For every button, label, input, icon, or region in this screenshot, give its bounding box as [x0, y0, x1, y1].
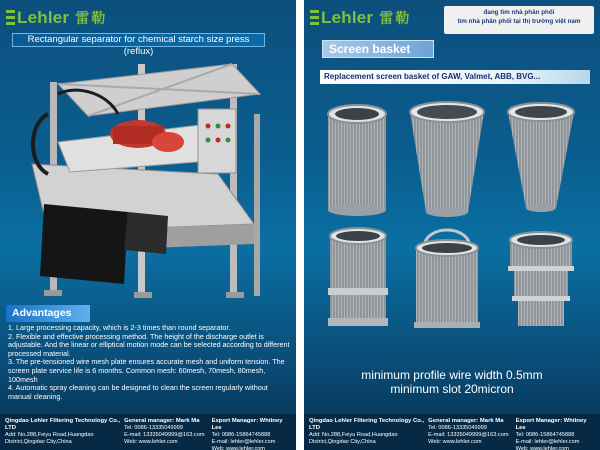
- advantage-item: 3. The pre-tensioned wire mesh plate ensures accurate mesh and uniform tension. The screen plate service life is 6 months. Common mesh: 60mesh, 70mesh, 80mesh, 100mesh: [8, 357, 285, 384]
- company-name: Qingdao Lehler Filtering Technology Co., LTD: [5, 418, 121, 431]
- advantage-item: 2. Flexible and effective processing method. The height of the discharge outlet is adjustable. And the linear or elliptical motion mode can be selected according to different processed material.: [8, 331, 290, 358]
- company-info: [5, 418, 124, 450]
- general-manager-info: [124, 418, 211, 450]
- product-title: Rectangular separator for chemical starch size press (reflux): [12, 33, 265, 47]
- right-brochure-page: [304, 0, 600, 450]
- em-tel: Tel: 0086-15864745888: [515, 432, 575, 438]
- separator-machine-image: [18, 54, 280, 302]
- em-title: Export Manager: Whitney Lee: [211, 418, 283, 431]
- em-web: Web: www.lehler.com: [211, 446, 265, 450]
- gm-tel: Tel: 0086-13335049999: [124, 425, 183, 431]
- logo-chinese-text: 雷勒: [379, 11, 412, 27]
- banner-line-1: đang tìm nhà phân phối: [483, 9, 555, 16]
- em-email: E-mail: lehler@lehler.com: [515, 439, 580, 445]
- screen-basket-4: [328, 228, 388, 326]
- screen-basket-2: [410, 102, 484, 217]
- screen-basket-title: Screen basket: [322, 40, 434, 58]
- advantages-list: [8, 324, 290, 401]
- company-address: Add: No.288,Feiyu Road,Huangdao District,Qingdao City,China: [5, 432, 94, 445]
- logo-mark-icon: [310, 8, 319, 28]
- gm-tel: Tel: 0086-13335049999: [428, 425, 487, 431]
- em-tel: Tel: 0086-15864745888: [211, 432, 271, 438]
- left-footer: [0, 414, 296, 450]
- banner-line-2: tìm nhà phân phối tại thị trường việt nam: [457, 18, 581, 25]
- screen-basket-1: [328, 105, 386, 216]
- logo-brand-text: Lehler: [17, 8, 70, 27]
- gm-title: General manager: Mark Ma: [124, 418, 200, 424]
- general-manager-info: [428, 418, 515, 450]
- logo-brand-text: Lehler: [321, 8, 374, 27]
- distributor-banner: [444, 6, 594, 34]
- gm-title: General manager: Mark Ma: [428, 418, 504, 424]
- em-web: Web: www.lehler.com: [515, 446, 569, 450]
- advantage-item: 1. Large processing capacity, which is 2-3 times than round separator.: [8, 323, 231, 332]
- screen-basket-5: [414, 230, 480, 328]
- gm-web: Web: www.lehler.com: [124, 439, 178, 445]
- screen-baskets-image: [320, 100, 586, 332]
- company-address: Add: No.288,Feiyu Road,Huangdao District,Qingdao City,China: [309, 432, 398, 445]
- company-name: Qingdao Lehler Filtering Technology Co., LTD: [309, 418, 425, 431]
- left-brochure-page: [0, 0, 296, 450]
- right-footer: [304, 414, 600, 450]
- lehler-logo: [6, 8, 107, 28]
- screen-basket-6: [508, 232, 574, 326]
- lehler-logo: [310, 8, 411, 28]
- gm-web: Web: www.lehler.com: [428, 439, 482, 445]
- spec-line-2: minimum slot 20micron: [390, 382, 514, 396]
- advantage-item: 4. Automatic spray cleaning can be designed to clean the screen regularly without manual cleaning.: [8, 383, 268, 401]
- em-email: E-mail: lehler@lehler.com: [211, 439, 276, 445]
- company-info: [309, 418, 428, 450]
- gm-email: E-mail: 13335049999@163.com: [428, 432, 509, 438]
- replacement-subtitle: Replacement screen basket of GAW, Valmet, ABB, BVG...: [320, 70, 590, 84]
- em-title: Export Manager: Whitney Lee: [515, 418, 587, 431]
- logo-mark-icon: [6, 8, 15, 28]
- logo-chinese-text: 雷勒: [75, 11, 108, 27]
- screen-basket-3: [508, 103, 574, 212]
- spec-text: [304, 368, 600, 396]
- advantages-heading: Advantages: [6, 305, 90, 322]
- gm-email: E-mail: 13335049999@163.com: [124, 432, 205, 438]
- export-manager-info: [516, 418, 595, 450]
- spec-line-1: minimum profile wire width 0.5mm: [361, 368, 543, 382]
- export-manager-info: [212, 418, 291, 450]
